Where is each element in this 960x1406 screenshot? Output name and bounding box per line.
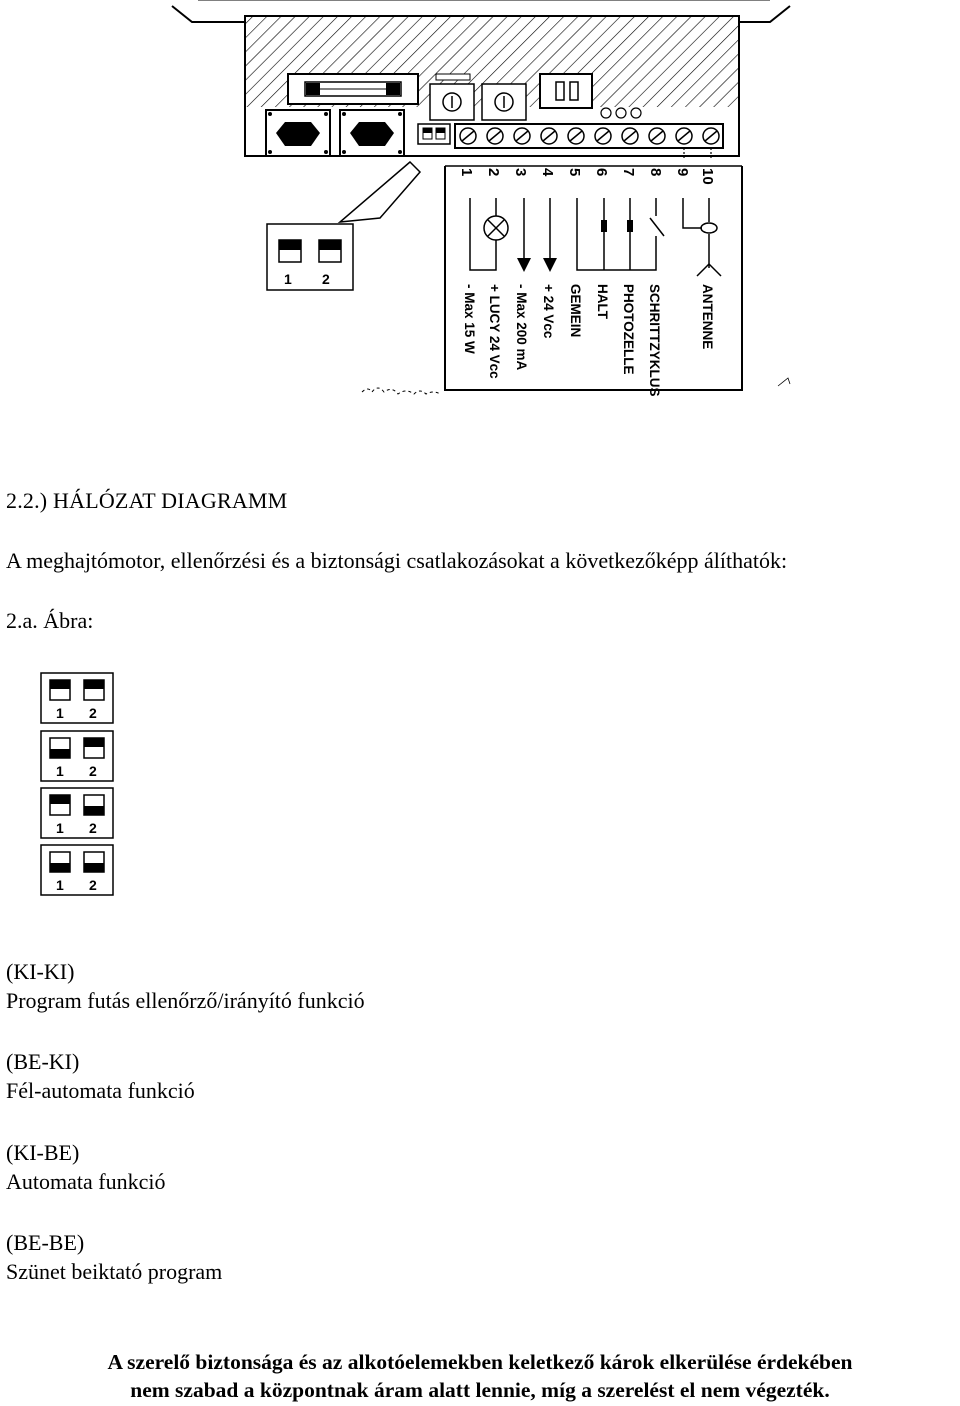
mode-ki-be: [6, 1138, 165, 1196]
terminal-number-7: 7: [620, 168, 637, 177]
dip-number-2: 2: [89, 820, 97, 836]
safety-warning: [0, 1348, 960, 1404]
arrow-symbol-3: [517, 258, 531, 272]
mode-code: (KI-BE): [6, 1140, 80, 1165]
terminal-label-lucy: + LUCY 24 Vcc: [487, 284, 502, 379]
terminal-number-3: 3: [512, 168, 529, 177]
zoom-arrow: [340, 162, 420, 222]
terminal-label-schrittzyklus: SCHRITTZYKLUS: [647, 284, 662, 397]
terminal-number-9: 9: [674, 168, 691, 177]
dip-number-2: 2: [89, 877, 97, 893]
terminal-number-6: 6: [593, 168, 610, 177]
terminal-number-1: 1: [458, 168, 475, 177]
terminal-number-2: 2: [485, 168, 502, 177]
dip-setting-ki-be: [40, 787, 114, 839]
warning-line-2: nem szabad a központnak áram alatt lennie, míg a szerelést el nem végezték.: [130, 1378, 830, 1402]
terminal-label-max15w: - Max 15 W: [462, 284, 477, 354]
arrow-symbol-4: [543, 258, 557, 272]
terminal-label-max200ma: - Max 200 mA: [514, 284, 529, 371]
dip-setting-be-be: [40, 844, 114, 896]
mode-code: (BE-BE): [6, 1230, 85, 1255]
wiring-lines: [470, 198, 721, 276]
warning-line-1: A szerelő biztonsága és az alkotóelemekben keletkező károk elkerülése érdekében: [107, 1350, 853, 1374]
mode-description: Automata funkció: [6, 1169, 166, 1194]
terminal-label-24vcc: + 24 Vcc: [541, 284, 556, 339]
scan-noise: [362, 388, 440, 394]
enlarged-dip-number-1: 1: [284, 271, 292, 287]
dip-number-2: 2: [89, 705, 97, 721]
intro-paragraph: A meghajtómotor, ellenőrzési és a biztonsági csatlakozásokat a következőképp álíthatók:: [6, 548, 788, 573]
mode-be-ki: [6, 1047, 195, 1105]
connector: [540, 74, 592, 108]
mode-code: (KI-KI): [6, 959, 75, 984]
contact-symbol-6: [601, 220, 607, 232]
mode-description: Szünet beiktató program: [6, 1259, 223, 1284]
dip-number-1: 1: [56, 705, 64, 721]
terminal-block: [455, 124, 723, 148]
dip-number-1: 1: [56, 763, 64, 779]
mode-code: (BE-KI): [6, 1049, 80, 1074]
terminal-number-10: 10: [699, 168, 716, 185]
contact-symbol-7: [627, 220, 633, 232]
terminal-label-halt: HALT: [595, 284, 610, 319]
wiring-diagram: [0, 0, 960, 420]
terminal-number-row: [458, 168, 716, 185]
dip-number-1: 1: [56, 877, 64, 893]
dip-number-2: 2: [89, 763, 97, 779]
mode-be-be: [6, 1228, 222, 1286]
terminal-number-5: 5: [566, 168, 583, 177]
dip-setting-be-ki: [40, 730, 114, 782]
terminal-number-4: 4: [539, 168, 556, 177]
terminal-label-antenne: ANTENNE: [700, 284, 715, 350]
terminal-label-photozelle: PHOTOZELLE: [621, 284, 636, 375]
terminal-label-gemein: GEMEIN: [568, 284, 583, 338]
section-heading: 2.2.) HÁLÓZAT DIAGRAMM: [6, 488, 288, 513]
mode-description: Fél-automata funkció: [6, 1078, 195, 1103]
mode-description: Program futás ellenőrző/irányító funkció: [6, 988, 365, 1013]
terminal-number-8: 8: [647, 168, 664, 177]
figure-label: 2.a. Ábra:: [6, 608, 94, 633]
enlarged-dip-switch: [267, 224, 353, 290]
enlarged-dip-number-2: 2: [322, 271, 330, 287]
mode-ki-ki: [6, 957, 365, 1015]
dip-setting-ki-ki: [40, 672, 114, 724]
dip-number-1: 1: [56, 820, 64, 836]
